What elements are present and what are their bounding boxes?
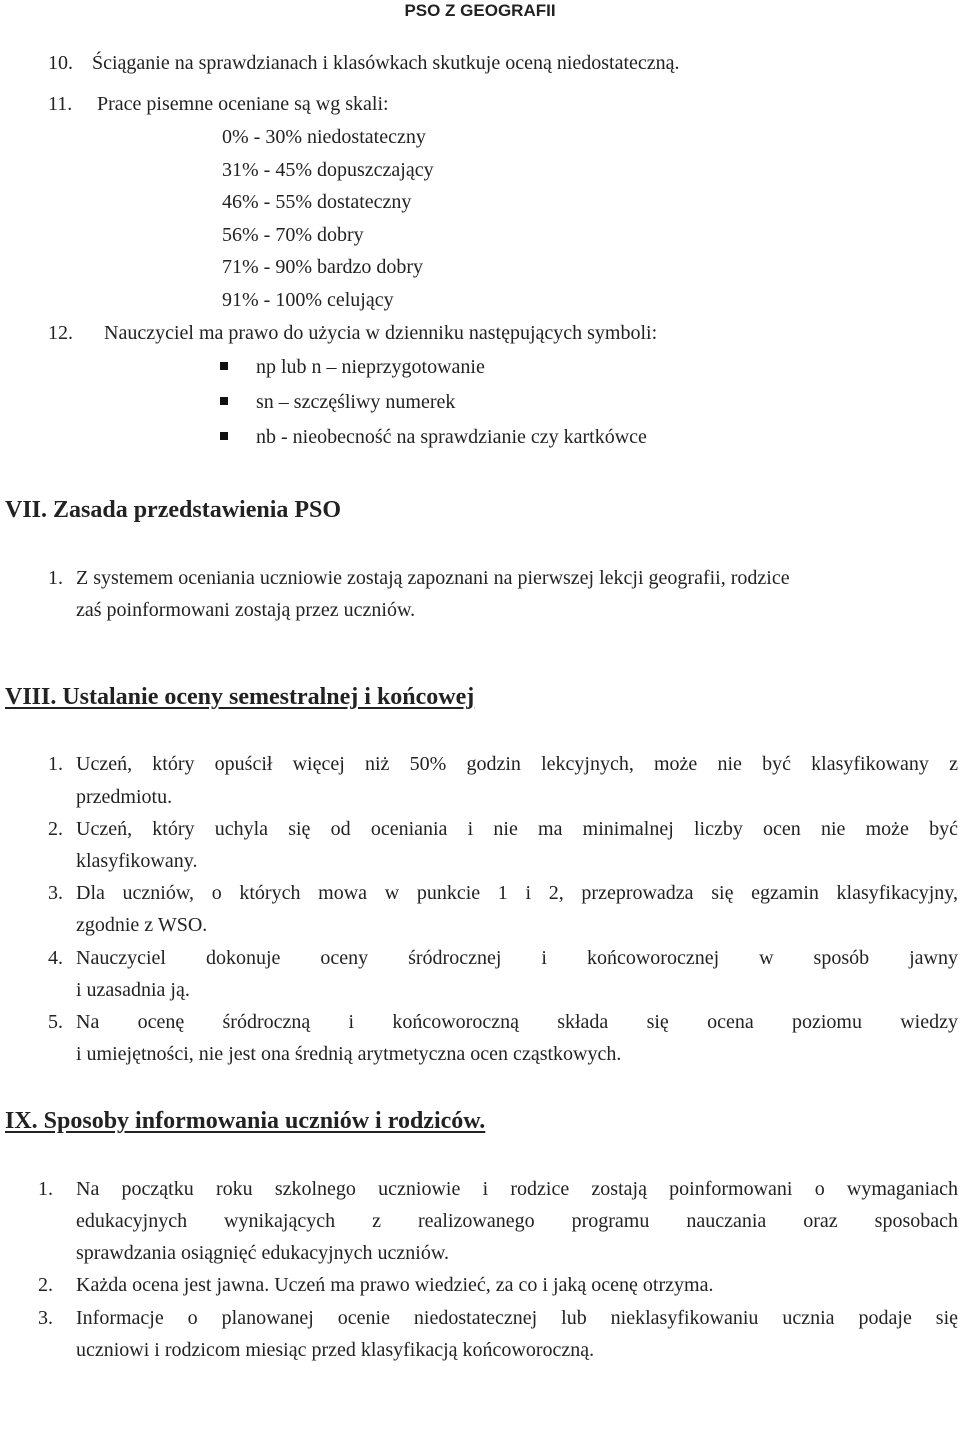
item-number: 3. [38,1307,53,1329]
item-number: 10. [48,52,73,74]
item-text: uczniowi i rodzicom miesiąc przed klasyfikacją końcoworoczną. [76,1339,595,1361]
rule-text: Prace pisemne oceniane są wg skali: [97,93,389,115]
rule-text: Nauczyciel ma prawo do użycia w dzienniku następujących symboli: [104,322,658,344]
item-number: 12. [48,322,73,344]
section-heading: IX. Sposoby informowania uczniów i rodziców. [5,1108,486,1134]
item-number: 5. [48,1011,63,1033]
item-text: i umiejętności, nie jest ona średnią arytmetyczna ocen cząstkowych. [76,1043,622,1065]
item-text: Nauczyciel dokonuje oceny śródrocznej i końcoworocznej w sposób jawny [76,947,958,969]
item-text: przedmiotu. [76,786,173,808]
square-bullet-icon [220,362,228,370]
grade-scale-line: 91% - 100% celujący [222,289,394,311]
item-text: sprawdzania osiągnięć edukacyjnych uczniów. [76,1242,449,1264]
section-heading: VII. Zasada przedstawienia PSO [5,497,342,523]
item-number: 11. [48,93,73,115]
item-text: i uzasadnia ją. [76,979,190,1001]
item-number: 2. [38,1274,53,1296]
item-number: 1. [48,753,63,775]
square-bullet-icon [220,397,228,405]
page-header-title: PSO Z GEOGRAFII [404,1,556,20]
item-text: Na początku roku szkolnego uczniowie i rodzice zostają poinformowani o wymaganiach [76,1178,958,1200]
grade-scale-line: 46% - 55% dostateczny [222,191,412,213]
symbol-line: sn – szczęśliwy numerek [256,391,456,413]
grade-scale-line: 31% - 45% dopuszczający [222,159,434,181]
item-text: Dla uczniów, o których mowa w punkcie 1 i 2, przeprowadza się egzamin klasyfikacyjny, [76,882,958,904]
grade-scale-line: 56% - 70% dobry [222,224,364,246]
item-text: Z systemem oceniania uczniowie zostają zapoznani na pierwszej lekcji geografii, rodzice [76,567,790,589]
item-text: zaś poinformowani zostają przez uczniów. [76,599,416,621]
item-text: edukacyjnych wynikających z realizowanego programu nauczania oraz sposobach [76,1210,958,1232]
symbol-line: np lub n – nieprzygotowanie [256,356,485,378]
rule-text: Ściąganie na sprawdzianach i klasówkach skutkuje oceną niedostateczną. [92,52,680,74]
item-text: Każda ocena jest jawna. Uczeń ma prawo wiedzieć, za co i jaką ocenę otrzyma. [76,1274,714,1296]
item-number: 3. [48,882,63,904]
item-text: Uczeń, który opuścił więcej niż 50% godzin lekcyjnych, może nie być klasyfikowany z [76,753,958,775]
grade-scale-line: 0% - 30% niedostateczny [222,126,426,148]
symbol-line: nb - nieobecność na sprawdzianie czy kartkówce [256,426,647,448]
item-number: 2. [48,818,63,840]
item-number: 4. [48,947,63,969]
item-text: zgodnie z WSO. [76,914,208,936]
square-bullet-icon [220,432,228,440]
item-text: Na ocenę śródroczną i końcoworoczną składa się ocena poziomu wiedzy [76,1011,958,1033]
item-text: Informacje o planowanej ocenie niedostatecznej lub nieklasyfikowaniu ucznia podaje się [76,1307,958,1329]
item-number: 1. [48,567,63,589]
section-heading: VIII. Ustalanie oceny semestralnej i końcowej [5,684,475,710]
item-text: Uczeń, który uchyla się od oceniania i nie ma minimalnej liczby ocen nie może być [76,818,958,840]
item-number: 1. [38,1178,53,1200]
grade-scale-line: 71% - 90% bardzo dobry [222,256,424,278]
item-text: klasyfikowany. [76,850,198,872]
